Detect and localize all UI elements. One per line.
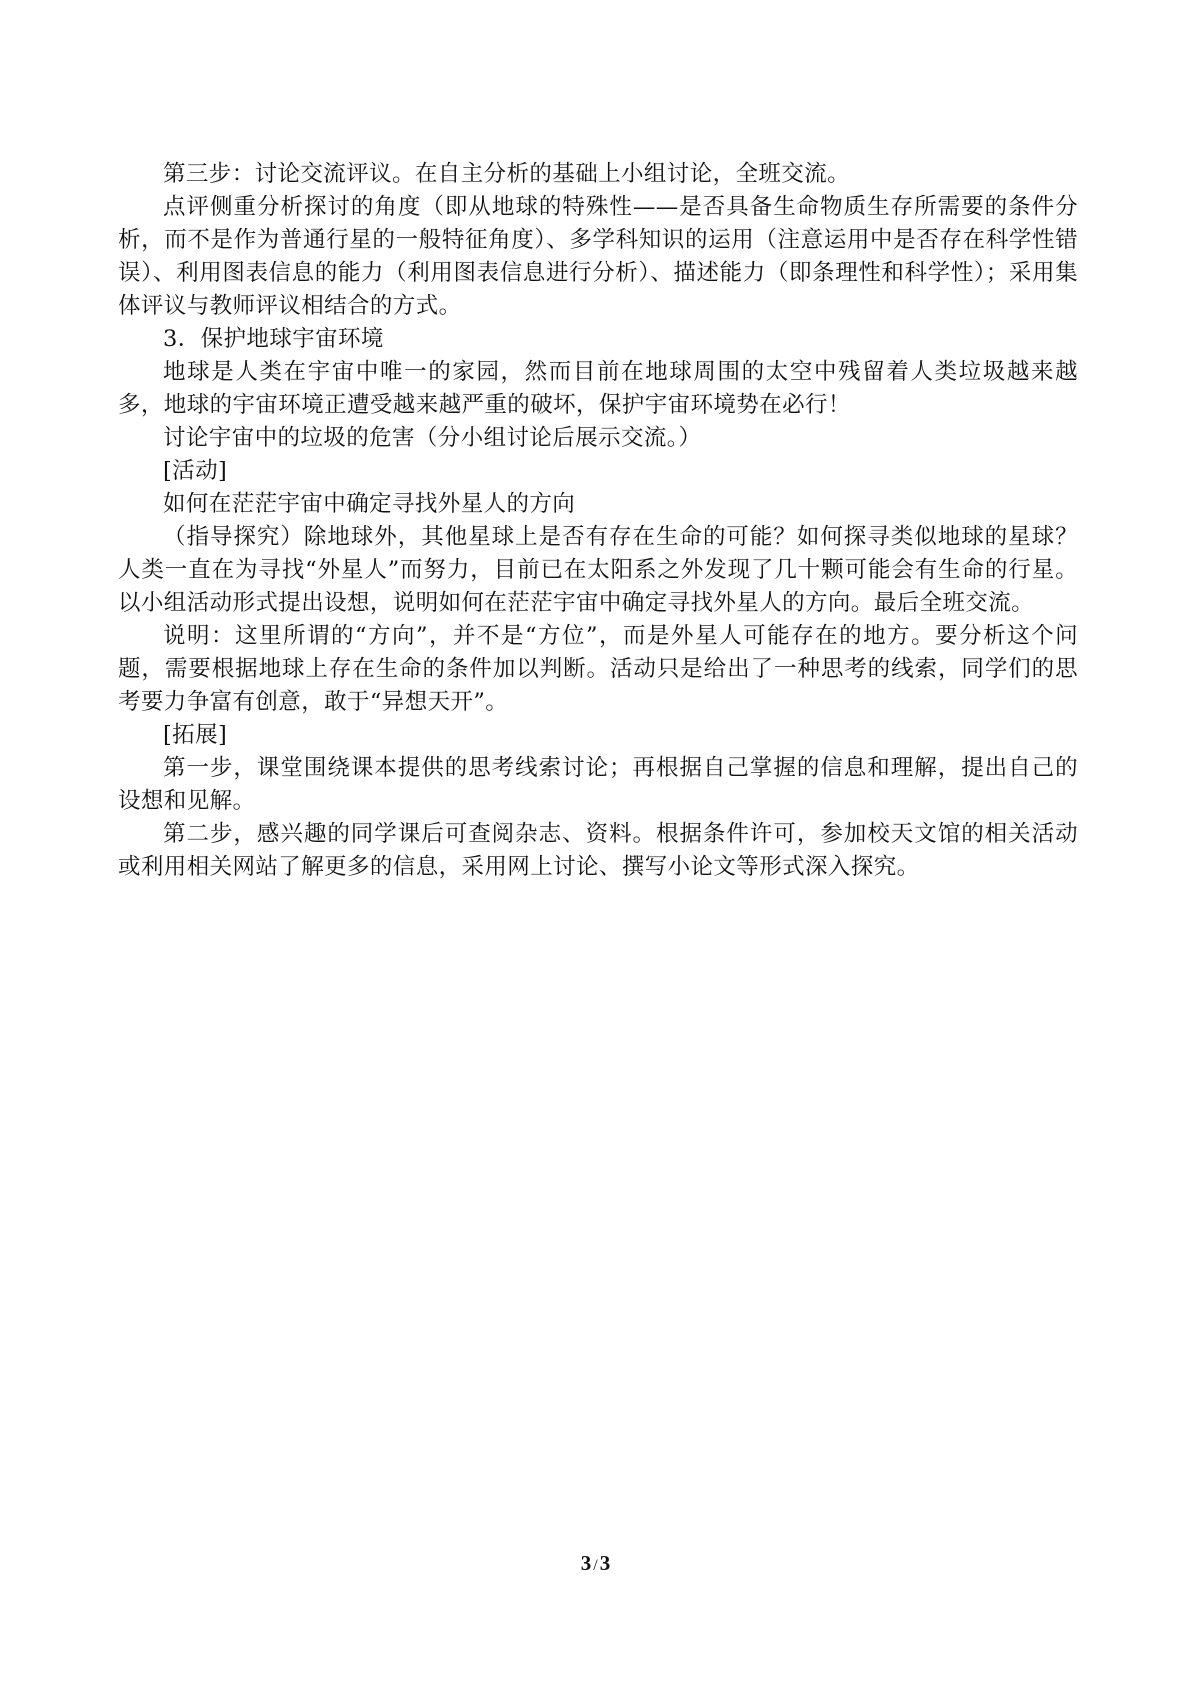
page-number-total: 3 bbox=[599, 1551, 611, 1575]
section-heading-protect-environment: 3．保护地球宇宙环境 bbox=[163, 326, 384, 352]
paragraph-guided-inquiry: （指导探究）除地球外，其他星球上是否有存在生命的可能？如何探寻类似地球的星球？人类一直在为寻找“外星人”而努力，目前已在太阳系之外发现了几十颗可能会有生命的行星。以小组活动形式提出设想，说明如何在茫茫宇宙中确定寻找外星人的方向。最后全班交流。 bbox=[118, 524, 1078, 616]
document-body bbox=[118, 158, 1078, 884]
label-extension: [拓展] bbox=[163, 722, 228, 748]
paragraph-explanation: 说明：这里所谓的“方向”，并不是“方位”，而是外星人可能存在的地方。要分析这个问题，需要根据地球上存在生命的条件加以判断。活动只是给出了一种思考的线索，同学们的思考要力争富有创意，敢于“异想天开”。 bbox=[118, 623, 1078, 715]
label-activity: [活动] bbox=[163, 458, 228, 484]
activity-title: 如何在茫茫宇宙中确定寻找外星人的方向 bbox=[163, 491, 576, 517]
page-number bbox=[0, 1551, 1191, 1576]
paragraph-evaluation-focus: 点评侧重分析探讨的角度（即从地球的特殊性——是否具备生命物质生存所需要的条件分析，而不是作为普通行星的一般特征角度）、多学科知识的运用（注意运用中是否存在科学性错误）、利用图表信息的能力（利用图表信息进行分析）、描述能力（即条理性和科学性）；采用集体评议与教师评议相结合的方式。 bbox=[118, 194, 1078, 319]
paragraph-discuss-debris-harm: 讨论宇宙中的垃圾的危害（分小组讨论后展示交流。） bbox=[163, 425, 702, 451]
page-number-current: 3 bbox=[580, 1551, 592, 1575]
paragraph-extension-step1: 第一步，课堂围绕课本提供的思考线索讨论；再根据自己掌握的信息和理解，提出自己的设想和见解。 bbox=[118, 755, 1078, 814]
page-number-separator: / bbox=[593, 1557, 598, 1574]
paragraph-step3-discussion: 第三步：讨论交流评议。在自主分析的基础上小组讨论，全班交流。 bbox=[163, 161, 851, 187]
paragraph-space-debris: 地球是人类在宇宙中唯一的家园，然而目前在地球周围的太空中残留着人类垃圾越来越多，地球的宇宙环境正遭受越来越严重的破坏，保护宇宙环境势在必行！ bbox=[118, 359, 1078, 418]
paragraph-extension-step2: 第二步，感兴趣的同学课后可查阅杂志、资料。根据条件许可，参加校天文馆的相关活动或利用相关网站了解更多的信息，采用网上讨论、撰写小论文等形式深入探究。 bbox=[118, 821, 1078, 880]
